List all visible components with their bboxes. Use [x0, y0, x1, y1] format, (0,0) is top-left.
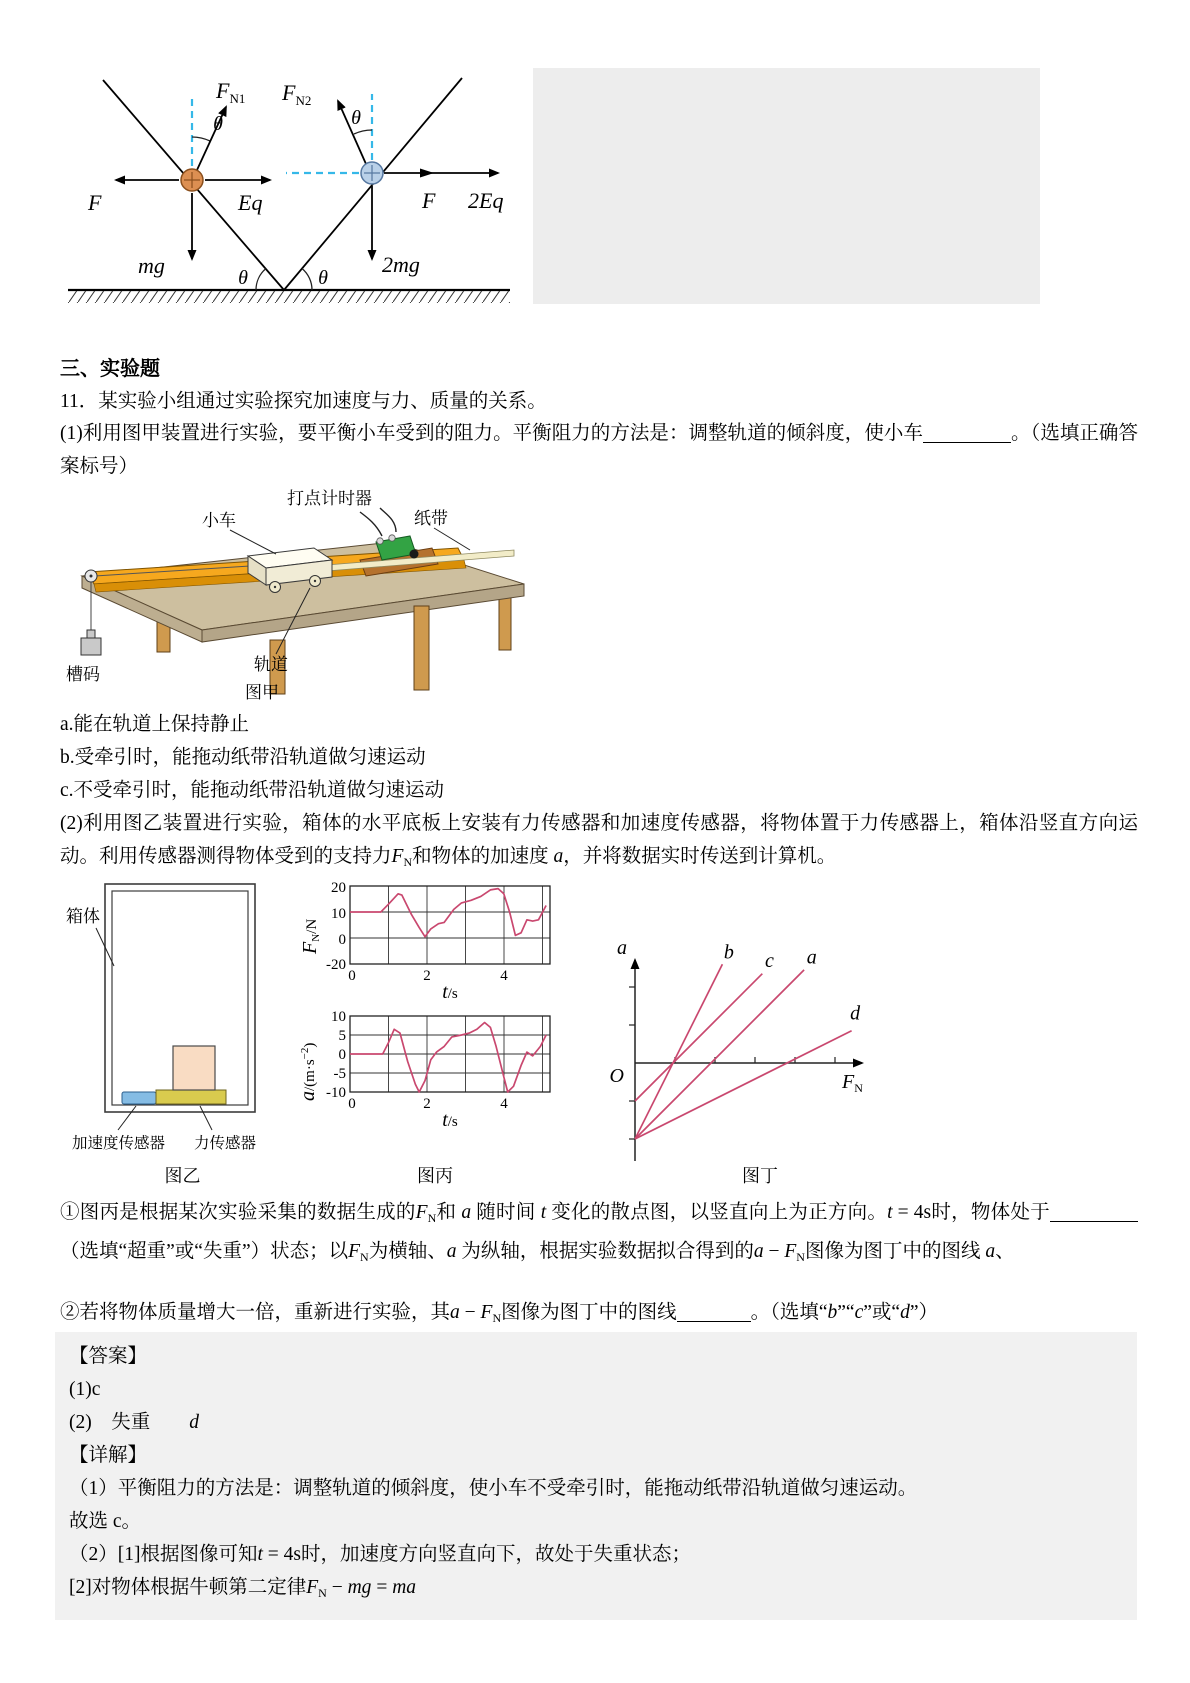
- table-leg: [414, 606, 429, 690]
- text-segment: 为纵轴，根据实验数据拟合得到的: [456, 1241, 754, 1262]
- x-tick: 4: [500, 1096, 508, 1112]
- acceleration-sensor: [122, 1092, 156, 1104]
- ylabel-a: a: [298, 1091, 319, 1101]
- text-segment: F: [348, 1241, 361, 1262]
- weights-label: 槽码: [66, 665, 100, 684]
- force-F-right-arrowhead: [420, 169, 434, 178]
- text-segment: d: [900, 1302, 910, 1323]
- text-segment: = 4s: [262, 1544, 302, 1565]
- accel-sensor-label: 加速度传感器: [72, 1135, 166, 1152]
- text-segment: N: [492, 1311, 502, 1325]
- figure-ding-caption: 图丁: [742, 1166, 778, 1186]
- answer-1: [69, 1373, 1123, 1406]
- text-segment: F: [306, 1577, 319, 1598]
- text-segment: 时，物体处于: [931, 1202, 1050, 1223]
- theta-label-vertex-right: θ: [318, 267, 328, 289]
- explanation-heading: 【详解】: [69, 1445, 148, 1466]
- text-segment: 随时间: [471, 1202, 541, 1223]
- apparatus-diagram: [62, 484, 532, 702]
- line-label-b: b: [723, 941, 734, 964]
- explanation-1: [69, 1472, 1123, 1505]
- text-segment: （1）平衡阻力的方法是：调整轨道的倾斜度，使小车不受牵引时，能拖动纸带沿轨道做匀速运动。: [69, 1478, 918, 1499]
- text-segment: a: [446, 1241, 457, 1262]
- figure-jia-caption: 图甲: [245, 683, 279, 702]
- label-F-right: F: [422, 188, 436, 213]
- text-segment: （2）[1]根据图像可知: [69, 1544, 258, 1565]
- FN2-sub: N2: [295, 93, 312, 108]
- y-tick: -5: [333, 1066, 346, 1082]
- fn-time-plot: [299, 880, 550, 1003]
- text-segment: t: [257, 1544, 263, 1565]
- data-curve: [350, 1023, 546, 1093]
- explanation-4: [69, 1571, 1123, 1610]
- text-segment: a: [985, 1241, 996, 1262]
- FN-sub: N: [854, 1081, 863, 1095]
- a-curve-layer: [350, 1023, 546, 1093]
- wheel-hub: [314, 580, 316, 582]
- fill-in-blank[interactable]: [923, 422, 1011, 443]
- answer-heading: 【答案】: [69, 1346, 148, 1367]
- ylabel-unit: /N: [304, 918, 320, 934]
- option-b: [60, 741, 1138, 774]
- timer-label: 打点计时器: [287, 489, 372, 508]
- timer-terminal: [377, 538, 383, 544]
- y-tick: 10: [331, 906, 346, 922]
- ylabel-unit: /(m·s: [302, 1059, 318, 1091]
- track-label: 轨道: [254, 655, 288, 674]
- label-Eq: Eq: [238, 190, 263, 215]
- text-segment: (1)利用图甲装置进行实验，要平衡小车受到的阻力。平衡阻力的方法是：调整轨道的倾斜度，使小车: [60, 423, 923, 444]
- origin-label: O: [609, 1065, 624, 1087]
- x-tick: 4: [500, 968, 508, 984]
- FN1-main: F: [216, 78, 230, 103]
- xlabel-unit: /s: [447, 1114, 458, 1130]
- figure-ding: [570, 876, 1030, 1173]
- data-curve: [350, 889, 546, 937]
- text-segment: a: [553, 846, 564, 867]
- figure-bing: [298, 876, 570, 1149]
- text-segment: 、: [995, 1241, 1015, 1262]
- y-tick: -10: [326, 1085, 346, 1101]
- figure-bing-caption: 图丙: [417, 1166, 453, 1186]
- FN-main: F: [842, 1071, 855, 1093]
- text-segment: 为横轴、: [368, 1241, 447, 1262]
- answer-2: [69, 1406, 1123, 1439]
- text-segment: N: [427, 1211, 437, 1225]
- text-segment: a.能在轨道上保持静止: [60, 714, 250, 735]
- fill-in-blank[interactable]: [677, 1301, 751, 1322]
- sensor-graphs: [298, 876, 570, 1144]
- ylabel-close: ): [302, 1042, 318, 1048]
- x-tick: 0: [348, 1096, 356, 1112]
- fitted-lines-layer: [635, 942, 861, 1140]
- text-segment: ”或“: [863, 1302, 901, 1323]
- text-segment: 图像为图丁中的图线: [804, 1241, 986, 1262]
- fn-curve-layer: [350, 889, 546, 937]
- ground-hatching: [68, 291, 510, 303]
- subquestion-2-text: [60, 1296, 1138, 1335]
- text-segment: c.不受牵引时，能拖动纸带沿轨道做匀速运动: [60, 780, 445, 801]
- text-segment: ，并将数据实时传送到计算机。: [563, 846, 837, 867]
- fitted-line-d: [635, 1031, 852, 1139]
- y-tick: 10: [331, 1009, 346, 1025]
- theta-label-left-ball: θ: [213, 113, 223, 135]
- x-axis-label: [442, 981, 458, 1003]
- text-segment: mg: [347, 1577, 372, 1598]
- xlabel-unit: /s: [447, 986, 458, 1002]
- text-segment: = 4s: [892, 1202, 932, 1223]
- timer-terminal: [389, 535, 395, 541]
- text-segment: =: [371, 1577, 393, 1598]
- text-segment: 。（选填正确答案标号）: [60, 423, 1138, 477]
- force-sensor-label: 力传感器: [194, 1135, 257, 1152]
- explanation-3: [69, 1538, 1123, 1571]
- object-block: [173, 1046, 215, 1090]
- left-vertex-angle-arc: [256, 269, 266, 290]
- text-segment: (2) 失重: [69, 1412, 190, 1433]
- text-segment: F: [391, 846, 404, 867]
- y-axis-title: a: [617, 937, 627, 959]
- xlabel-t: t: [442, 981, 448, 1003]
- timer-wire: [380, 508, 396, 532]
- option-c: [60, 774, 1138, 807]
- a-fn-graph: [570, 876, 1030, 1168]
- fill-in-blank[interactable]: [1050, 1201, 1138, 1222]
- question-11-stem: 11．某实验小组通过实验探究加速度与力、质量的关系。: [60, 391, 547, 412]
- text-segment: −: [459, 1302, 481, 1323]
- text-segment: a: [753, 1241, 764, 1262]
- y-tick: 0: [338, 1047, 346, 1063]
- x-tick: 2: [423, 968, 431, 984]
- figure-jia: [62, 484, 532, 707]
- x-axis-label: [442, 1109, 458, 1131]
- y-axis-label: [299, 919, 322, 955]
- theta-label-vertex-left: θ: [238, 267, 248, 289]
- force-diagram: [60, 68, 533, 304]
- text-segment: 和物体的加速度: [412, 846, 554, 867]
- text-segment: ”“: [837, 1302, 855, 1323]
- y-tick: 5: [338, 1028, 346, 1044]
- text-segment: ma: [392, 1577, 417, 1598]
- pulley-axle: [90, 575, 93, 578]
- x-tick: 2: [423, 1096, 431, 1112]
- text-segment: ①图丙是根据某次实验采集的数据生成的: [60, 1202, 416, 1223]
- force-sensor: [156, 1090, 226, 1104]
- right-vertex-angle-arc: [302, 269, 312, 291]
- explanation-2: [69, 1505, 1123, 1538]
- text-segment: 。（选填“: [750, 1302, 828, 1323]
- y-tick: 20: [331, 880, 346, 896]
- fitted-line-c: [635, 974, 762, 1101]
- section-title: 三、实验题: [60, 358, 160, 380]
- tape-leader: [434, 528, 470, 550]
- force-diagram-panel: [60, 68, 533, 304]
- text-segment: t: [540, 1202, 547, 1223]
- box-label: 箱体: [66, 907, 100, 926]
- theta-arc-left-ball: [192, 137, 210, 141]
- text-segment: F: [415, 1202, 428, 1223]
- fitted-line-a: [635, 970, 804, 1139]
- text-segment: 和: [436, 1202, 462, 1223]
- part1-text: [60, 417, 1138, 483]
- x-tick: 0: [348, 968, 356, 984]
- text-segment: −: [326, 1577, 348, 1598]
- y-tick: 0: [338, 932, 346, 948]
- text-segment: 图像为图丁中的图线: [501, 1302, 677, 1323]
- answer-section: [55, 1332, 1137, 1620]
- FN2-main: F: [282, 80, 296, 105]
- ylabel-F: F: [299, 941, 321, 954]
- text-segment: F: [784, 1241, 797, 1262]
- y-axis-label: [298, 1043, 319, 1101]
- line-label-d: d: [850, 1002, 861, 1025]
- label-FN2: [281, 80, 311, 108]
- tape-label: 纸带: [414, 509, 448, 528]
- text-segment: d: [189, 1412, 199, 1433]
- label-2Eq: 2Eq: [468, 188, 504, 213]
- part2-text: [60, 807, 1138, 879]
- line-label-c: c: [764, 950, 774, 973]
- ylabel-sup: −2: [299, 1047, 311, 1060]
- text-segment: N: [403, 855, 413, 869]
- a-time-plot: [298, 1009, 550, 1131]
- text-segment: b: [827, 1302, 838, 1323]
- text-segment: (2)利用图乙装置进行实验，箱体的水平底板上安装有力传感器和加速度传感器，将物体置于力传感器上，箱体沿竖直方向运动。利用传感器测得物体受到的支持力: [60, 813, 1138, 867]
- text-segment: −: [763, 1241, 785, 1262]
- text-segment: c: [854, 1302, 864, 1323]
- x-axis-title: [841, 1071, 863, 1095]
- text-segment: N: [318, 1586, 327, 1600]
- text-segment: 时，加速度方向竖直向下，故处于失重状态；: [301, 1544, 692, 1565]
- label-FN1: [215, 78, 245, 106]
- theta-label-right-ball: θ: [351, 107, 361, 129]
- option-a: [60, 708, 1138, 741]
- cart-leader: [230, 530, 276, 554]
- cart-label: 小车: [202, 511, 236, 530]
- figure-yi-caption: 图乙: [164, 1166, 201, 1186]
- text-segment: N: [796, 1250, 805, 1264]
- theta-arc-right-ball: [354, 130, 372, 134]
- ylabel-sub: N: [310, 933, 322, 942]
- text-segment: 故选 c。: [69, 1511, 142, 1532]
- text-segment: （选填“超重”或“失重”）状态；以: [60, 1241, 349, 1262]
- label-mg: mg: [138, 253, 165, 278]
- weight-hook: [87, 630, 95, 638]
- text-segment: b.受牵引时，能拖动纸带沿轨道做匀速运动: [60, 747, 426, 768]
- timer-knob: [410, 550, 419, 559]
- subquestion-1-text: [60, 1196, 1138, 1274]
- wheel-hub: [274, 586, 276, 588]
- fitted-line-b: [635, 964, 722, 1139]
- FN1-sub: N1: [229, 91, 246, 106]
- text-segment: [2]对物体根据牛顿第二定律: [69, 1577, 307, 1598]
- text-segment: a: [461, 1202, 472, 1223]
- top-figure-band: [60, 68, 1040, 304]
- timer-wire: [360, 512, 382, 536]
- text-segment: F: [480, 1302, 493, 1323]
- slotted-weights: [81, 638, 101, 655]
- label-F-left: F: [88, 190, 102, 215]
- text-segment: (1)c: [69, 1379, 101, 1400]
- line-label-a: a: [806, 946, 817, 969]
- text-segment: 变化的散点图，以竖直向上为正方向。: [546, 1202, 888, 1223]
- xlabel-t: t: [442, 1109, 448, 1131]
- text-segment: N: [360, 1250, 369, 1264]
- label-2mg: 2mg: [382, 252, 420, 277]
- text-segment: a: [450, 1302, 460, 1323]
- text-segment: ”）: [909, 1302, 938, 1323]
- text-segment: t: [887, 1202, 893, 1223]
- text-segment: ②若将物体质量增大一倍，重新进行实验，其: [60, 1302, 451, 1323]
- y-tick: -20: [326, 957, 346, 973]
